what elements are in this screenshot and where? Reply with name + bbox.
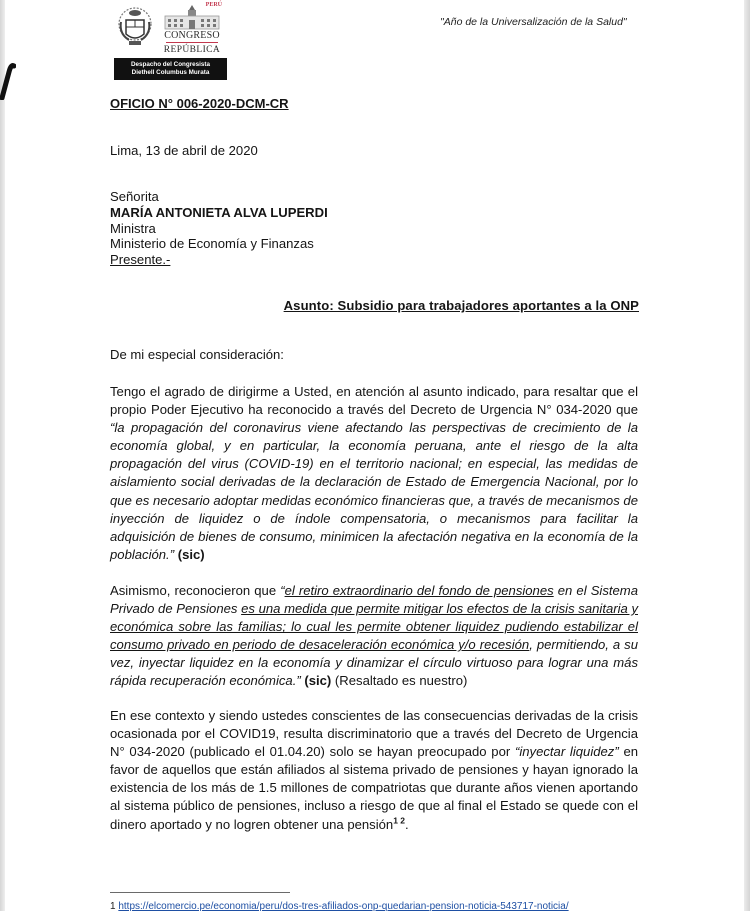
- paragraph-3-quote: “inyectar liquidez”: [514, 744, 619, 760]
- footnote-divider: [110, 892, 290, 893]
- footnote-1-number: 1: [110, 901, 116, 912]
- recipient-presente: Presente.-: [110, 252, 171, 268]
- paragraph-1-intro: Tengo el agrado de dirigirme a Usted, en atención al asunto indicado, para resaltar que el propio Poder Ejecutivo ha reconocido a través del Decreto de Urgencia N° 034-2020 que: [110, 384, 638, 418]
- footnote-1-link[interactable]: https://elcomercio.pe/economia/peru/dos-tres-afiliados-onp-quedarian-pension-noticia-543717-noticia/: [118, 901, 569, 912]
- recipient-name: MARÍA ANTONIETA ALVA LUPERDI: [110, 204, 328, 220]
- page-right-edge-shadow: [744, 0, 750, 911]
- institution-line2: REPÚBLICA: [163, 45, 221, 55]
- paragraph-2-note: (Resaltado es nuestro): [334, 673, 468, 689]
- subject-line: Asunto: Subsidio para trabajadores aportantes a la ONP: [283, 298, 639, 313]
- institution-divider: [166, 42, 218, 43]
- place-date: Lima, 13 de abril de 2020: [110, 143, 258, 158]
- paragraph-1-sic: (sic): [177, 546, 205, 562]
- paragraph-2: [110, 582, 638, 691]
- office-label-box: [114, 58, 227, 80]
- paragraph-2-text-2: , permitiendo, a su vez, inyectar liquidez en la economía y dinamizar el círculo virtuoso para lograr una más rápida recuperación económica.”: [110, 637, 639, 689]
- recipient-position: Ministra: [110, 220, 156, 236]
- recipient-block: [110, 189, 328, 268]
- paragraph-2-sic: (sic): [304, 673, 332, 689]
- document-reference: OFICIO N° 006-2020-DCM-CR: [110, 96, 289, 111]
- country-tag: PERÚ: [205, 2, 222, 8]
- office-line1: Despacho del Congresista: [130, 61, 211, 68]
- year-motto: "Año de la Universalización de la Salud": [440, 16, 627, 28]
- paragraph-2-text-1: en el Sistema Privado de Pensiones: [110, 583, 638, 617]
- paragraph-2-intro: Asimismo, reconocieron que: [110, 583, 281, 598]
- congreso-logo: [160, 2, 224, 56]
- paragraph-3-part1: En ese contexto y siendo ustedes conscientes de las consecuencias derivadas de la crisis ocasionada por el COVID19, resulta discriminatorio que a través del Decreto de Urgencia N° 034-2020 (publicado el 01.04.20) solo se hayan preocupado por: [110, 708, 638, 760]
- paragraph-3: [110, 707, 638, 834]
- pen-mark-icon: [0, 58, 16, 100]
- paragraph-3-end: .: [405, 816, 409, 832]
- paragraph-2-quote-open: “: [280, 583, 285, 598]
- paragraph-1-quote: “la propagación del coronavirus viene afectando las perspectivas de crecimiento de la economía global, y en particular, la economía peruana, ante el riesgo de la alta propagación del virus (COVID-19) en el territorio nacional; en especial, las medidas de aislamiento social derivadas de la declaración de Estado de Emergencia Nacional, por lo que es necesario adoptar medidas económico financieras que, a través de mecanismos de inyección de liquidez o de índole compensatoria, o mecanismos para facilitar la adquisición de bienes de consumo, minimicen la afectación negativa en la economía de la población.”: [110, 420, 638, 562]
- recipient-ministry: Ministerio de Economía y Finanzas: [110, 236, 314, 252]
- footnote-references[interactable]: 1 2: [393, 815, 406, 826]
- office-line2: Diethell Columbus Murata: [131, 69, 210, 76]
- page-left-edge-shadow: [0, 0, 5, 911]
- letterhead: [113, 2, 229, 80]
- paragraph-1: [110, 383, 638, 564]
- paragraph-3-part2: en favor de aquellos que están afiliados al sistema privado de pensiones y hayan ignorado la existencia de los más de 1.5 millones de compatriotas que durante años vienen aportando al sistema público de pensiones, incluso a riesgo de que al final el Estado se quede con el dinero aportado y no logren obtener una pensión: [110, 744, 639, 832]
- footnote-1: [110, 901, 569, 913]
- greeting: De mi especial consideración:: [110, 347, 284, 362]
- recipient-salutation: Señorita: [110, 189, 159, 204]
- paragraph-2-highlight-2: es una medida que permite mitigar los efectos de la crisis sanitaria y económica sobre las familias; lo cual les permite obtener liquidez pudiendo estabilizar el consumo privado en periodo de desaceleración económica y/o recesión: [110, 601, 638, 653]
- institution-line1: CONGRESO: [164, 30, 220, 41]
- paragraph-2-highlight-1: el retiro extraordinario del fondo de pensiones: [284, 583, 554, 598]
- peru-coat-of-arms-icon: [115, 4, 155, 54]
